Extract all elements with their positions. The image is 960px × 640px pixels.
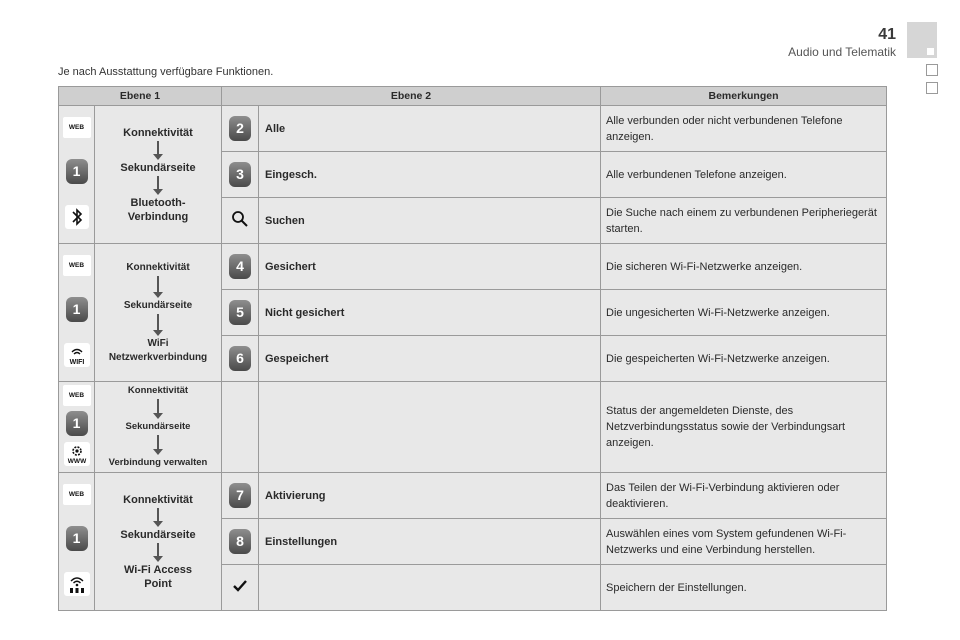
- wifi-icon-label: WIFI: [69, 359, 84, 366]
- current-page-marker: [907, 22, 937, 58]
- path-step: Konnektivität: [123, 493, 193, 506]
- www-gear-icon: [64, 442, 90, 469]
- step-badge: 1: [66, 411, 88, 436]
- page-marker: [926, 64, 938, 76]
- path-step: Wi-Fi Access: [124, 563, 192, 576]
- path-step: Sekundärseite: [123, 299, 193, 311]
- step-badge: 1: [66, 526, 88, 551]
- path-step: Bluetooth-: [130, 196, 186, 209]
- row-number: [222, 382, 259, 473]
- remark: Die sicheren Wi-Fi-Netzwerke anzeigen.: [601, 244, 887, 290]
- checkmark-icon: [232, 579, 248, 593]
- step-badge: 1: [66, 159, 88, 184]
- table-row: [59, 244, 887, 290]
- level2-label: [259, 382, 601, 473]
- bluetooth-icon: [65, 205, 89, 232]
- path-step: Netzwerkverbindung: [108, 351, 208, 363]
- header-remarks: Bemerkungen: [601, 87, 887, 106]
- step-badge: 7: [229, 483, 251, 508]
- header-row: [59, 87, 887, 106]
- step-badge: 2: [229, 116, 251, 141]
- page-marker: [926, 82, 938, 94]
- side-navigation: [905, 0, 960, 640]
- www-icon-label: WWW: [67, 457, 86, 465]
- row-number: [222, 473, 259, 519]
- remark: Die ungesicherten Wi-Fi-Netzwerke anzeigen.: [601, 290, 887, 336]
- level2-label: Nicht gesichert: [259, 290, 601, 336]
- path-step: Konnektivität: [126, 261, 190, 273]
- level2-label: Einstellungen: [259, 519, 601, 565]
- step-badge: 1: [66, 297, 88, 322]
- web-icon: WEB: [63, 117, 91, 138]
- page-number: 41: [878, 26, 896, 43]
- row-number: [222, 198, 259, 244]
- path-step: Point: [144, 577, 172, 590]
- row-number: [222, 244, 259, 290]
- menu-path: [95, 473, 222, 611]
- table-row: [59, 106, 887, 152]
- search-icon: [231, 210, 249, 228]
- row-number: [222, 519, 259, 565]
- level2-label: Suchen: [259, 198, 601, 244]
- level2-label: Eingesch.: [259, 152, 601, 198]
- group-icons: [59, 473, 95, 611]
- group-icons: [59, 382, 95, 473]
- remark: Auswählen eines vom System gefundenen Wi-Fi-Netzwerks und eine Verbindung herstellen.: [601, 519, 887, 565]
- step-badge: 5: [229, 300, 251, 325]
- section-title: Audio und Telematik: [788, 45, 896, 59]
- web-icon: WEB: [63, 484, 91, 505]
- path-step: Verbindung verwalten: [108, 457, 208, 468]
- access-point-icon: [64, 572, 90, 599]
- remark: Die Suche nach einem zu verbundenen Peripheriegerät starten.: [601, 198, 887, 244]
- web-icon: WEB: [63, 385, 91, 406]
- level2-label: [259, 565, 601, 611]
- remark: Status der angemeldeten Dienste, des Netzverbindungsstatus sowie der Verbindungsart anzeigen.: [601, 382, 887, 473]
- remark: Die gespeicherten Wi-Fi-Netzwerke anzeigen.: [601, 336, 887, 382]
- level2-label: Alle: [259, 106, 601, 152]
- web-icon: WEB: [63, 255, 91, 276]
- row-number: [222, 290, 259, 336]
- row-number: [222, 152, 259, 198]
- path-step: Konnektivität: [123, 126, 193, 139]
- functions-table: [58, 86, 887, 611]
- path-step: Verbindung: [127, 210, 189, 223]
- group-icons: [59, 244, 95, 382]
- remark: Speichern der Einstellungen.: [601, 565, 887, 611]
- path-step: Sekundärseite: [120, 161, 196, 174]
- header-level2: Ebene 2: [222, 87, 601, 106]
- path-step: Sekundärseite: [125, 421, 191, 432]
- step-badge: 3: [229, 162, 251, 187]
- step-badge: 8: [229, 529, 251, 554]
- step-badge: 4: [229, 254, 251, 279]
- row-number: [222, 106, 259, 152]
- header-level1: Ebene 1: [59, 87, 222, 106]
- row-number: [222, 336, 259, 382]
- table-row: [59, 382, 887, 473]
- remark: Alle verbunden oder nicht verbundenen Telefone anzeigen.: [601, 106, 887, 152]
- menu-path: [95, 382, 222, 473]
- row-number: [222, 565, 259, 611]
- table-row: [59, 473, 887, 519]
- path-step: WiFi: [147, 337, 169, 349]
- level2-label: Aktivierung: [259, 473, 601, 519]
- menu-path: [95, 244, 222, 382]
- group-icons: [59, 106, 95, 244]
- remark: Das Teilen der Wi-Fi-Verbindung aktivieren oder deaktivieren.: [601, 473, 887, 519]
- path-step: Sekundärseite: [120, 528, 196, 541]
- remark: Alle verbundenen Telefone anzeigen.: [601, 152, 887, 198]
- level2-label: Gespeichert: [259, 336, 601, 382]
- path-step: Konnektivität: [127, 385, 189, 396]
- menu-path: [95, 106, 222, 244]
- level2-label: Gesichert: [259, 244, 601, 290]
- intro-text: Je nach Ausstattung verfügbare Funktionen.: [58, 66, 274, 78]
- step-badge: 6: [229, 346, 251, 371]
- wifi-icon: [64, 343, 90, 370]
